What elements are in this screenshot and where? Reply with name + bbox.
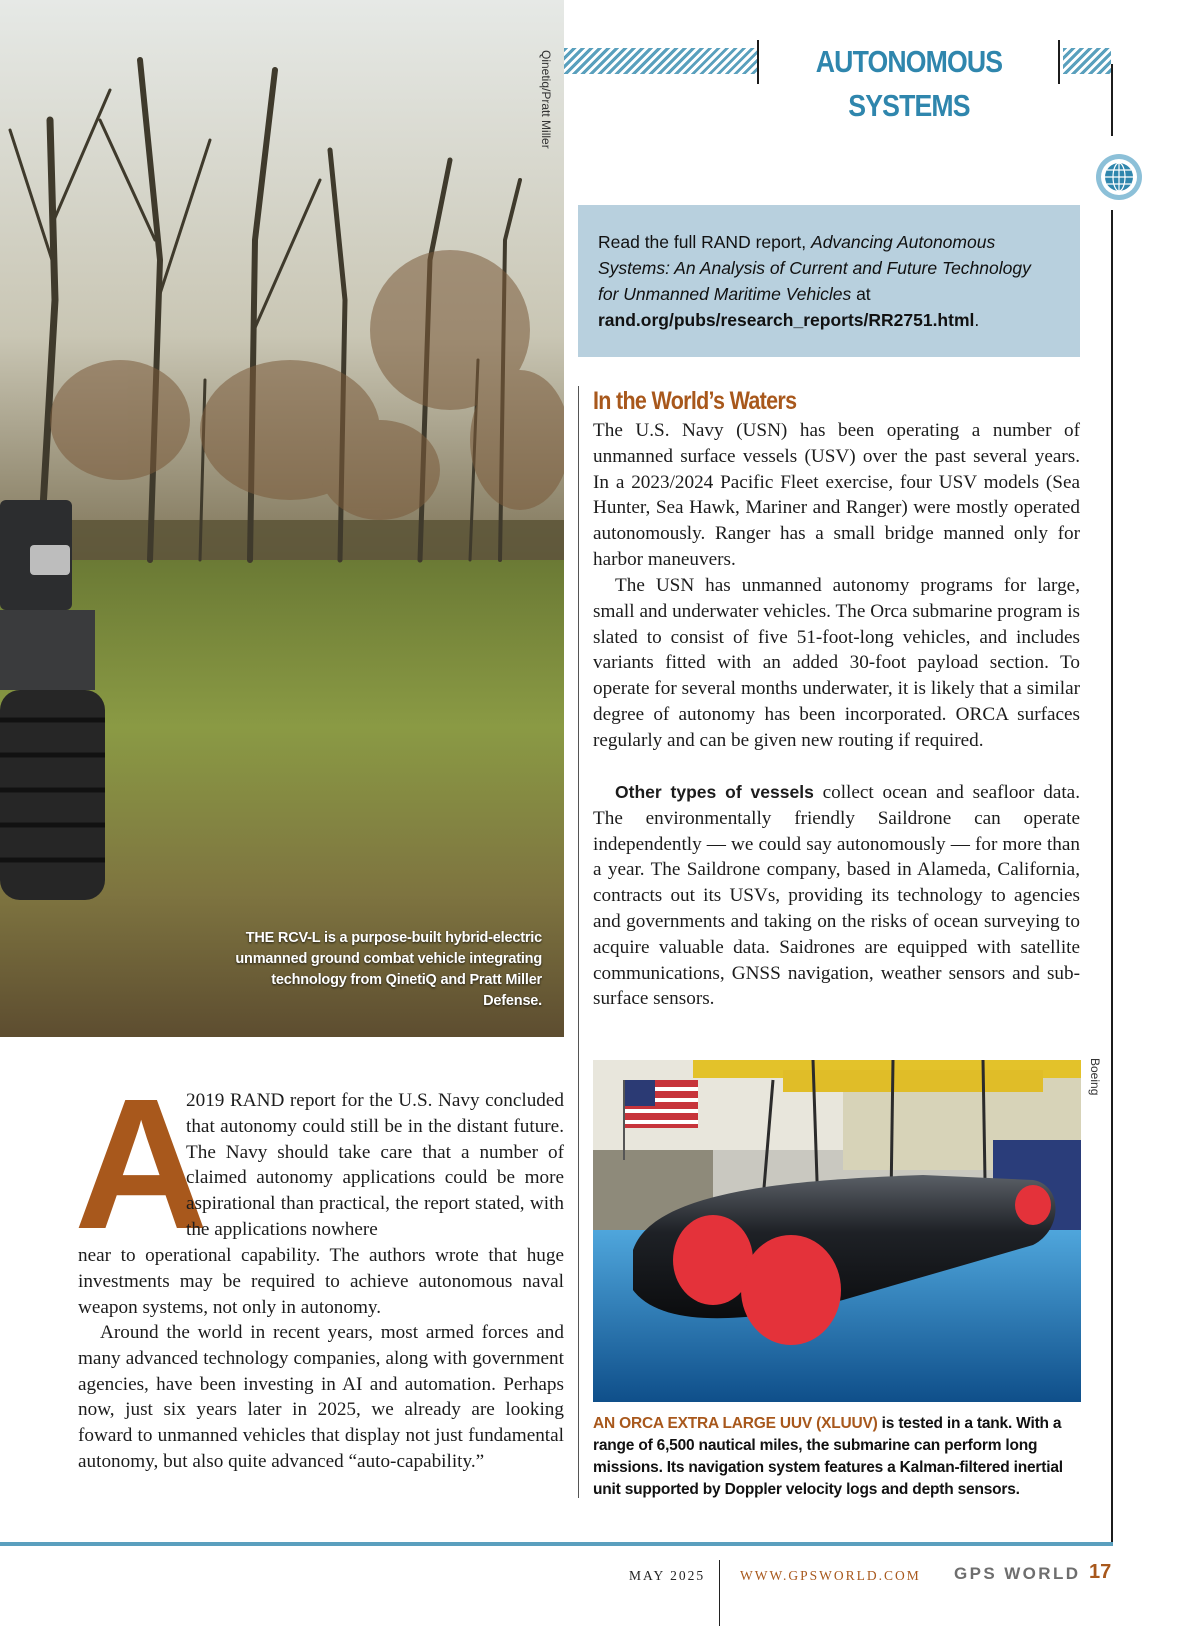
body-paragraph: The U.S. Navy (USN) has been operating a number of unmanned surface vessels (USV) over the past several years. In a 2023/2024 Pacific Fleet exercise, four USV models (Sea Hunter, Sea Hawk, Mariner and Ranger) were mostly operated autonomously. Ranger has a small bridge manned only for harbor maneuvers. [593,420,1080,570]
hero-caption: THE RCV-L is a purpose-built hybrid-electric unmanned ground combat vehicle integrating technology from QinetiQ and Pratt Miller Defense. [235,930,542,1009]
callout-suffix: . [974,310,980,330]
body-paragraph: Around the world in recent years, most armed forces and many advanced technology companies, along with government agencies, have been investing in AI and automation. Perhaps now, just six years later in 2025, we already are looking foward to unmanned vehicles that display not just fundamental autonomy, but also quite advanced “auto-capability.” [78,1322,564,1472]
photo-credit: Boeing [1088,1058,1102,1096]
callout-prefix: Read the full RAND report, [598,232,812,252]
drop-cap: A [74,1061,209,1268]
callout-text [598,229,1048,333]
body-paragraph [593,780,1080,1012]
body-paragraph: The USN has unmanned autonomy programs for large, small and underwater vehicles. The Orca submarine program is slated to consist of five 51-foot-long vehicles, and includes variants fitted with an added 30-foot payload section. To operate for several months underwater, it is likely that a similar degree of autonomy has been incorporated. ORCA surfaces regularly and can be given new routing if required. [593,575,1080,751]
header-hatch-right [1063,48,1111,74]
header-rule [757,40,759,84]
globe-icon [1095,153,1143,201]
paragraph-text: collect ocean and seafloor data. The environmentally friendly Saildrone can operate independently — we could say autonomously — for more than a year. The Saildrone company, based in Alameda, California, contracts out its USVs, providing its technology to agencies and governments and taking on the risks of ocean surveying to acquire valuable data. Saidrones are equipped with satellite communications, GNSS navigation, weather sensors and sub-surface sensors. [593,782,1080,1010]
orca-caption [593,1413,1083,1501]
hero-photo-scene [0,0,564,1037]
header-rule [1058,40,1060,84]
column-rule [578,386,579,1498]
caption-text: is tested in a tank. With a range of 6,500 nautical miles, the submarine can perform long missions. Its navigation system features a Kalman-filtered inertial unit supported by Doppler velocity logs and depth sensors. [593,1415,1063,1498]
page-number: 17 [1089,1561,1112,1583]
magazine-name: GPS WORLD [954,1564,1081,1583]
footer-url[interactable]: WWW.GPSWORLD.COM [740,1568,921,1583]
report-link[interactable]: rand.org/pubs/research_reports/RR2751.html [598,310,975,330]
footer-date: MAY 2025 [629,1568,706,1583]
report-title: Advancing Autonomous Systems: An Analysis of Current and Future Technology for Unmanned Maritime Vehicles [598,232,1031,304]
page-edge-rule [1111,64,1113,136]
header-hatch-left [564,48,758,74]
flag-shape [623,1080,698,1128]
orca-photo-scene [593,1060,1081,1402]
footer-rule [0,1542,1113,1546]
caption-lead: AN ORCA EXTRA LARGE UUV (XLUUV) [593,1415,878,1432]
body-paragraph: 2019 RAND report for the U.S. Navy concluded that autonomy could still be in the distant future. The Navy should take care that a number of claimed autonomy applications could be more aspirational than practical, the report stated, with the applications nowhere [186,1090,564,1240]
paragraph-lead-in: Other types of vessels [615,782,814,802]
hero-photo [0,0,564,1037]
callout-middle: at [851,284,871,304]
section-title: AUTONOMOUS SYSTEMS [815,44,1003,123]
page-edge-rule [1111,210,1113,1546]
report-callout [578,205,1080,357]
subhead: In the World’s Waters [593,387,797,415]
body-paragraph: near to operational capability. The authors wrote that huge investments may be required to achieve autonomous naval weapon systems, not only in autonomy. [78,1245,564,1318]
photo-credit: Qinetiq/Pratt Miller [539,50,553,149]
orca-photo [593,1060,1081,1402]
footer-divider [719,1560,720,1626]
